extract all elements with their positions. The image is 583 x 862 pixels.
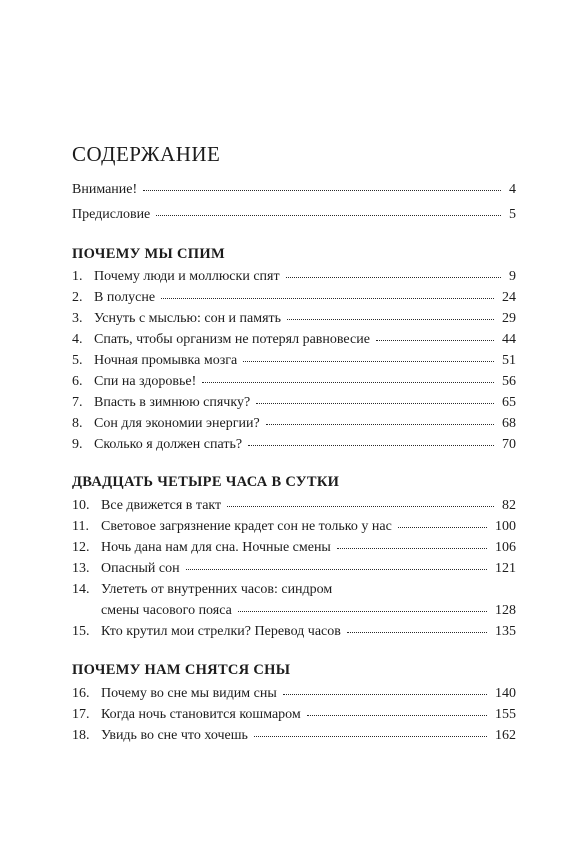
entry-label: Почему люди и моллюски спят [94,269,280,284]
entry-page: 68 [502,416,516,431]
entry-label: Опасный сон [101,561,180,576]
entry-page: 65 [502,395,516,410]
entry-page: 121 [495,561,516,576]
leader-dots [202,381,494,383]
entry-number: 1. [72,269,83,284]
entry-label-continued: смены часового пояса [101,603,232,618]
entry-page: 29 [502,311,516,326]
toc-entry[interactable] [72,496,516,516]
leader-dots [227,505,494,507]
entry-page: 4 [509,182,516,197]
toc-entry-preface[interactable] [72,205,516,225]
entry-page: 70 [502,437,516,452]
toc-entry[interactable] [72,372,516,392]
entry-label: В полусне [94,290,156,305]
leader-dots [337,547,487,549]
toc-entry[interactable] [72,393,516,413]
entry-number: 18. [72,728,90,743]
leader-dots [161,297,494,299]
entry-label: Внимание! [72,182,138,197]
entry-page: 135 [495,624,516,639]
entry-label: Когда ночь становится кошмаром [101,707,301,722]
leader-dots [248,444,494,446]
section-heading: ДВАДЦАТЬ ЧЕТЫРЕ ЧАСА В СУТКИ [72,474,340,490]
leader-dots [143,189,501,191]
toc-entry-attention[interactable] [72,180,516,200]
entry-number: 2. [72,290,83,305]
entry-number: 13. [72,561,90,576]
section-heading: ПОЧЕМУ НАМ СНЯТСЯ СНЫ [72,662,291,678]
entry-number: 6. [72,374,83,389]
entry-number: 3. [72,311,83,326]
entry-label: Уснуть с мыслью: сон и память [94,311,282,326]
leader-dots [398,526,487,528]
entry-label: Световое загрязнение крадет сон не только у нас [101,519,392,534]
entry-number: 5. [72,353,83,368]
toc-entry-continuation[interactable] [72,601,516,621]
toc-entry[interactable] [72,622,516,642]
entry-page: 56 [502,374,516,389]
section-heading: ПОЧЕМУ МЫ СПИМ [72,246,225,262]
toc-entry-first-line[interactable] [72,580,516,600]
toc-entry[interactable] [72,309,516,329]
entry-number: 15. [72,624,90,639]
entry-page: 82 [502,498,516,513]
leader-dots [238,610,487,612]
entry-label: Ночь дана нам для сна. Ночные смены [101,540,331,555]
toc-entry[interactable] [72,684,516,704]
entry-page: 106 [495,540,516,555]
entry-label: Увидь во сне что хочешь [101,728,248,743]
entry-page: 51 [502,353,516,368]
toc-entry[interactable] [72,705,516,725]
toc-entry[interactable] [72,435,516,455]
toc-entry[interactable] [72,559,516,579]
toc-entry[interactable] [72,267,516,287]
leader-dots [283,693,487,695]
entry-label: Почему во сне мы видим сны [101,686,277,701]
leader-dots [286,276,501,278]
entry-page: 155 [495,707,516,722]
toc-entry[interactable] [72,726,516,746]
leader-dots [254,735,487,737]
toc-entry[interactable] [72,330,516,350]
toc-entry[interactable] [72,538,516,558]
entry-number: 14. [72,582,90,597]
entry-label: Спи на здоровье! [94,374,197,389]
leader-dots [156,214,501,216]
entry-page: 162 [495,728,516,743]
entry-page: 140 [495,686,516,701]
toc-entry[interactable] [72,517,516,537]
toc-entry[interactable] [72,288,516,308]
toc-entry[interactable] [72,414,516,434]
entry-label: Ночная промывка мозга [94,353,238,368]
entry-page: 100 [495,519,516,534]
entry-label: Спать, чтобы организм не потерял равновесие [94,332,370,347]
leader-dots [376,339,494,341]
entry-page: 9 [509,269,516,284]
leader-dots [307,714,487,716]
toc-entry[interactable] [72,351,516,371]
entry-number: 17. [72,707,90,722]
entry-page: 44 [502,332,516,347]
entry-label: Впасть в зимнюю спячку? [94,395,251,410]
entry-number: 7. [72,395,83,410]
entry-page: 5 [509,207,516,222]
entry-number: 4. [72,332,83,347]
entry-number: 11. [72,519,89,534]
entry-page: 128 [495,603,516,618]
entry-number: 9. [72,437,83,452]
entry-page: 24 [502,290,516,305]
entry-label: Улететь от внутренних часов: синдром [101,582,333,597]
entry-label: Все движется в такт [101,498,222,513]
leader-dots [287,318,494,320]
leader-dots [347,631,487,633]
entry-label: Кто крутил мои стрелки? Перевод часов [101,624,341,639]
leader-dots [256,402,494,404]
entry-label: Предисловие [72,207,151,222]
leader-dots [186,568,487,570]
entry-label: Сон для экономии энергии? [94,416,260,431]
toc-title: СОДЕРЖАНИЕ [72,142,221,166]
entry-number: 10. [72,498,90,513]
leader-dots [266,423,494,425]
entry-number: 16. [72,686,90,701]
leader-dots [243,360,494,362]
entry-number: 8. [72,416,83,431]
entry-number: 12. [72,540,90,555]
entry-label: Сколько я должен спать? [94,437,243,452]
